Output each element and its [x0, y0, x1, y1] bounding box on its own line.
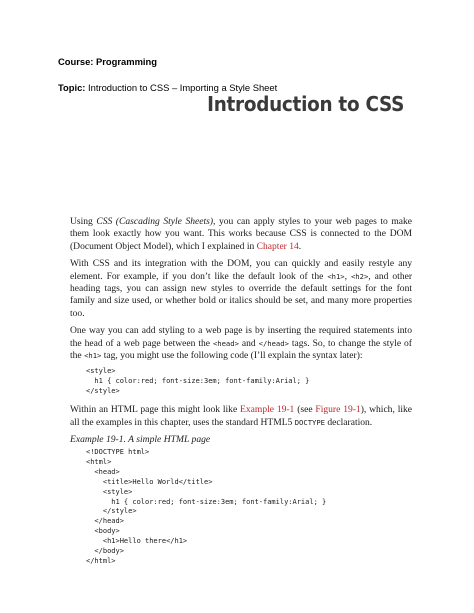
inline-code-h1: <h1> — [327, 271, 345, 281]
text-run: . — [298, 240, 302, 252]
example-caption: Example 19-1. A simple HTML page — [70, 434, 211, 445]
inline-code-head-close: </head> — [258, 338, 289, 348]
text-run: Using — [70, 216, 97, 227]
text-run: (see — [294, 404, 316, 416]
code-block-example: <!DOCTYPE html> <html> <head> <title>Hello World</title> <style> h1 { color:red; font-size:3em; font-family:Arial; } </style> </head> <body> <h1>Hello there</h1> </body> </html> — [86, 448, 327, 565]
paragraph-3 — [70, 325, 412, 362]
text-run: One way you can add styling to a web page is by inserting the required statements into the head of a web page between the — [70, 325, 412, 349]
text-run: , — [344, 270, 351, 282]
course-heading: Course: Programming — [58, 56, 157, 67]
code-block-style: <style> h1 { color:red; font-size:3em; font-family:Arial; } </style> — [86, 367, 310, 396]
inline-code-h1: <h1> — [84, 351, 102, 361]
text-run: tags. So, to change the style of the — [70, 337, 412, 362]
text-run: Within an HTML page this might look like — [70, 404, 241, 416]
topic-label: Topic: — [58, 82, 86, 93]
inline-code-doctype: DOCTYPE — [294, 417, 326, 427]
text-run: and — [238, 337, 259, 349]
text-run: , and other heading tags, you can assign new styles to override the default settings for the font family and size used, or whether bold or italics should be set, and many more properties too. — [70, 270, 413, 319]
example-19-1-link[interactable]: Example 19-1 — [240, 404, 295, 416]
text-run: , you can apply styles to your web pages to make them look exactly how you want. This works because CSS is connected to the DOM (Document Object Model), which I explained in — [70, 216, 412, 252]
text-run: declaration. — [325, 416, 373, 428]
inline-code-h2: <h2> — [350, 271, 369, 281]
paragraph-4 — [70, 404, 412, 429]
chapter-14-link[interactable]: Chapter 14 — [256, 240, 299, 252]
text-run: ), which, like all the examples in this chapter, uses the standard HTML5 — [70, 404, 413, 428]
css-term: CSS (Cascading Style Sheets) — [96, 216, 214, 227]
text-run: tag, you might use the following code (I’ll explain the syntax later): — [101, 350, 363, 362]
paragraph-2 — [70, 258, 412, 320]
chapter-title: Introduction to CSS — [206, 92, 404, 116]
paragraph-1 — [70, 216, 412, 253]
inline-code-head-open: <head> — [212, 338, 239, 348]
page-body — [70, 216, 412, 574]
figure-19-1-link[interactable]: Figure 19-1 — [315, 404, 361, 416]
text-run: With CSS and its integration with the DOM, you can quickly and easily restyle any element. For example, if you don’t like the default look of the — [70, 258, 412, 282]
topic-text: Introduction to CSS – Importing a Style Sheet — [85, 82, 278, 93]
